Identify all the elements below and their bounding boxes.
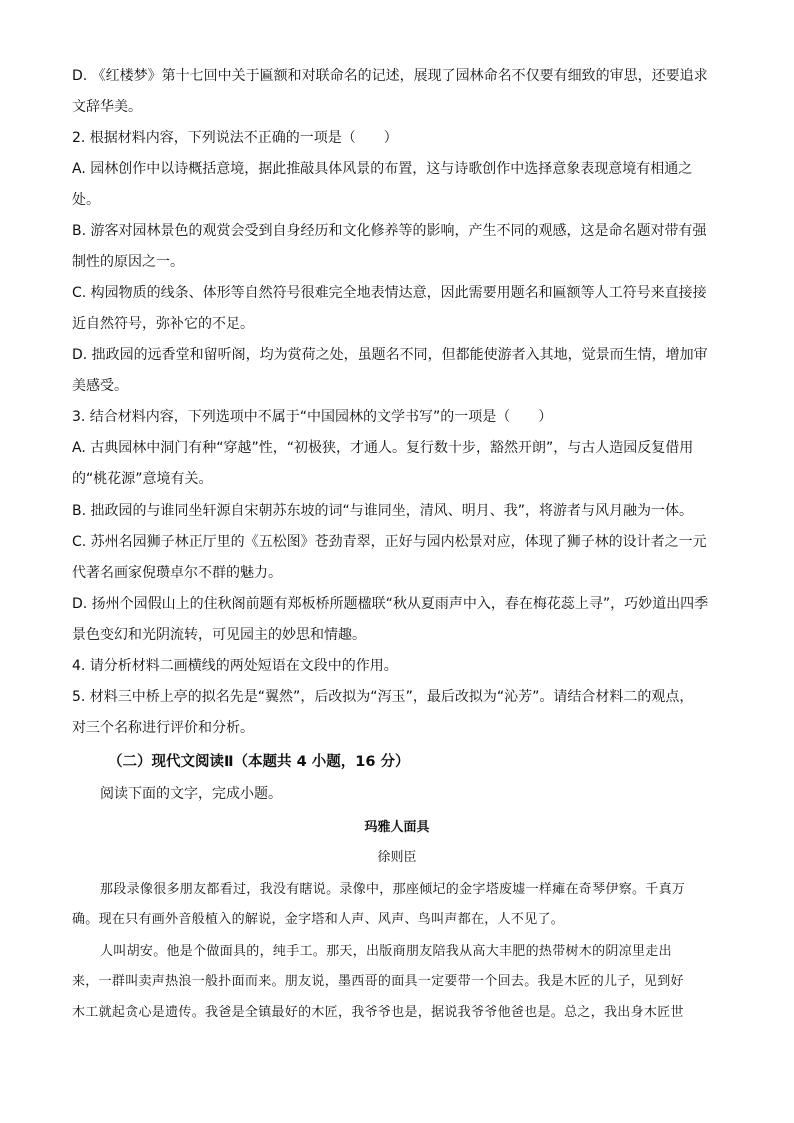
text-line: 制性的原因之一。 bbox=[72, 254, 184, 270]
question-3: 3. 结合材料内容，下列选项中不属于“中国园林的文学书写”的一项是（ ） bbox=[72, 409, 553, 425]
text-line: D. 《红楼梦》第十七回中关于匾额和对联命名的记述，展现了园林命名不仅要有细致的审思，还要追求 bbox=[72, 68, 708, 84]
option-c: C. 苏州名园狮子林正厅里的《五松图》苍劲青翠，正好与园内松景对应，体现了狮子林的设计者之一元 bbox=[72, 534, 707, 550]
story-paragraph-line: 确。现在只有画外音般植入的解说，金字塔和人声、风声、鸟叫声都在，人不见了。 bbox=[72, 912, 565, 927]
option-d: D. 拙政园的远香堂和留听阁，均为赏荷之处，虽题名不同，但都能使游者入其地，觉景而生情，增加审 bbox=[72, 347, 708, 363]
story-title: 玛雅人面具 bbox=[364, 820, 430, 835]
option-a: A. 园林创作中以诗概括意境，据此推敲具体风景的布置，这与诗歌创作中选择意象表现意境有相通之 bbox=[72, 161, 693, 177]
text-line: 近自然符号，弥补它的不足。 bbox=[72, 316, 254, 332]
question-5: 5. 材料三中桥上亭的拟名先是“翼然”，后改拟为“泻玉”，最后改拟为“沁芳”。请结合材料二的观点， bbox=[72, 689, 694, 705]
text-line: 处。 bbox=[72, 192, 100, 208]
option-c: C. 构园物质的线条、体形等自然符号很难完全地表情达意，因此需要用题名和匾额等人工符号来直接接 bbox=[72, 285, 707, 301]
text-line: 文辞华美。 bbox=[72, 99, 142, 115]
option-a: A. 古典园林中洞门有种“穿越”性，“初极狭，才通人。复行数十步，豁然开朗”，与古人造园反复借用 bbox=[72, 440, 694, 456]
option-d: D. 扬州个园假山上的住秋阁前题有郑板桥所题楹联“秋从夏雨声中入，春在梅花蕊上寻”，巧妙道出四季 bbox=[72, 596, 709, 612]
text-line: 美感受。 bbox=[72, 378, 128, 394]
question-2: 2. 根据材料内容，下列说法不正确的一项是（ ） bbox=[72, 130, 398, 146]
text-line: 的“桃花源”意境有关。 bbox=[72, 471, 213, 487]
text-line: 景色变幻和光阴流转，可见园主的妙思和情趣。 bbox=[72, 627, 366, 643]
option-b: B. 拙政园的与谁同坐轩源自宋朝苏东坡的词“与谁同坐，清风、明月、我”，将游者与风月融为一体。 bbox=[72, 503, 694, 519]
story-paragraph-line: 人叫胡安。他是个做面具的，纯手工。那天，出版商朋友陪我从高大丰肥的热带树木的阴凉里走出 bbox=[100, 944, 672, 959]
story-paragraph-line: 那段录像很多朋友都看过，我没有瞎说。录像中，那座倾圮的金字塔废墟一样瘫在奇琴伊察。千真万 bbox=[100, 882, 686, 897]
text-line: 对三个名称进行评价和分析。 bbox=[72, 720, 254, 736]
story-paragraph-line: 来，一群叫卖声热浪一般扑面而来。朋友说，墨西哥的面具一定要带一个回去。我是木匠的儿子，见到好 bbox=[72, 974, 684, 989]
story-paragraph-line: 木工就起贪心是遗传。我爸是全镇最好的木匠，我爷爷也是，据说我爷爷他爸也是。总之，我出身木匠世 bbox=[72, 1005, 684, 1020]
text-line: 代著名画家倪瓒卓尔不群的魅力。 bbox=[72, 565, 282, 581]
question-4: 4. 请分析材料二画横线的两处短语在文段中的作用。 bbox=[72, 658, 398, 674]
instruction: 阅读下面的文字，完成小题。 bbox=[100, 786, 282, 802]
option-b: B. 游客对园林景色的观赏会受到自身经历和文化修养等的影响，产生不同的观感，这是命名题对带有强 bbox=[72, 223, 707, 239]
section-heading: （二）现代文阅读Ⅱ（本题共 4 小题，16 分） bbox=[108, 754, 410, 770]
story-author: 徐则臣 bbox=[377, 850, 417, 865]
